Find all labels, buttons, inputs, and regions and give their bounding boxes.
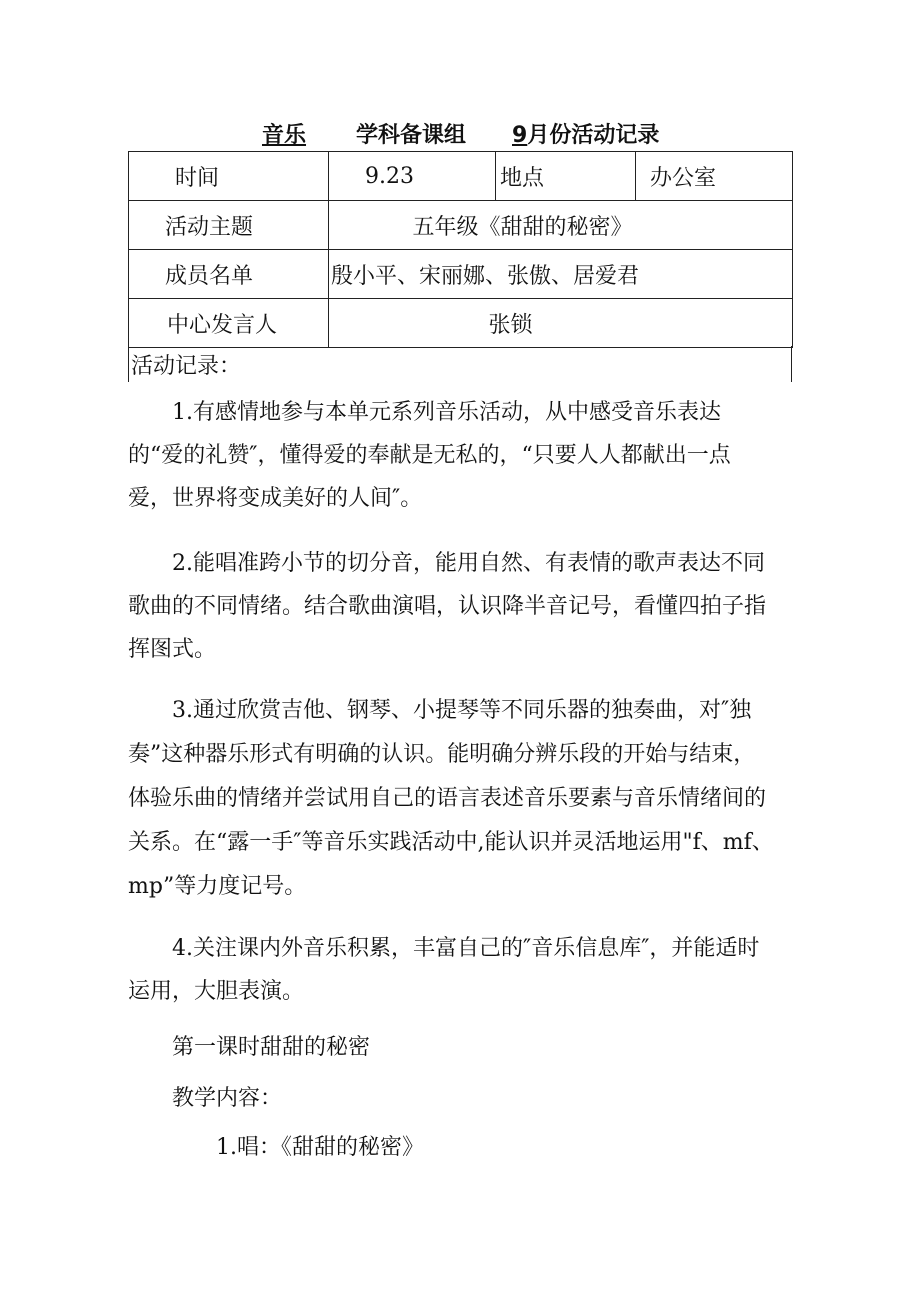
- lesson-title: 第一课时甜甜的秘密: [172, 1035, 371, 1060]
- time-place-row: [129, 152, 793, 201]
- speaker-row: [129, 299, 793, 348]
- time-label: 时间: [129, 152, 329, 201]
- title-month-text: 月份活动记录: [527, 123, 660, 148]
- title-group: 学科备课组: [356, 123, 467, 148]
- sing-item: 1.唱：《甜甜的秘密》: [216, 1135, 424, 1160]
- speaker-label: 中心发言人: [129, 299, 329, 348]
- content-label: 教学内容：: [172, 1086, 283, 1111]
- theme-value: 五年级《甜甜的秘密》: [329, 201, 793, 250]
- title-month-number: 9: [512, 123, 528, 148]
- activity-info-table: [128, 151, 793, 348]
- title-month: [512, 120, 659, 152]
- time-value: 9.23: [329, 152, 496, 201]
- place-value: 办公室: [636, 152, 793, 201]
- title-subject: 音乐: [262, 123, 307, 148]
- members-label: 成员名单: [129, 250, 329, 299]
- speaker-value: 张锁: [329, 299, 793, 348]
- members-value: 殷小平、宋丽娜、张傲、居爱君: [329, 250, 793, 299]
- members-row: [129, 250, 793, 299]
- theme-row: [129, 201, 793, 250]
- record-paragraph-1: 1.有感情地参与本单元系列音乐活动，从中感受音乐表达的“爱的礼赞″，懂得爱的奉献是无私的，“只要人人都献出一点爱，世界将变成美好的人间″。: [128, 400, 731, 511]
- place-label: 地点: [496, 152, 636, 201]
- record-paragraph-3: 3.通过欣赏吉他、钢琴、小提琴等不同乐器的独奏曲，对″独奏”这种器乐形式有明确的认识。能明确分辨乐段的开始与结束，体验乐曲的情绪并尝试用自己的语言表述音乐要素与音乐情绪间的关系。在“露一手″等音乐实践活动中,能认识并灵活地运用"f、mf、mp”等力度记号。: [128, 698, 774, 899]
- theme-label: 活动主题: [129, 201, 329, 250]
- record-paragraph-4: 4.关注课内外音乐积累，丰富自己的″音乐信息库″，并能适时运用，大胆表演。: [128, 936, 760, 1004]
- record-label: 活动记录：: [131, 354, 242, 379]
- record-paragraph-2: 2.能唱准跨小节的切分音，能用自然、有表情的歌声表达不同歌曲的不同情绪。结合歌曲演唱，认识降半音记号，看懂四拍子指挥图式。: [128, 551, 767, 662]
